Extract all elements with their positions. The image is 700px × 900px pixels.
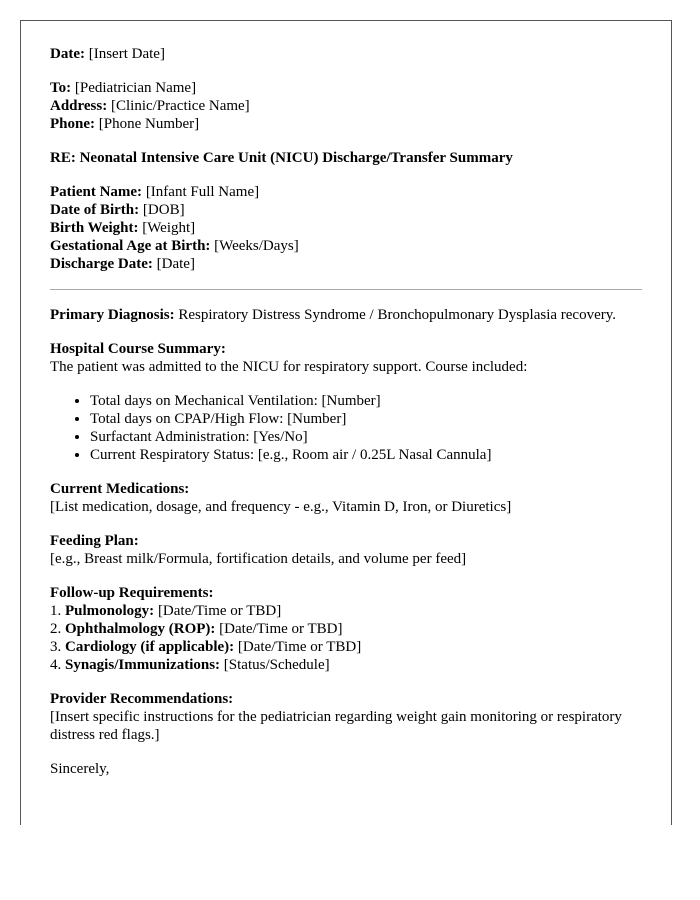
followup-value: [Date/Time or TBD]: [237, 639, 362, 655]
medications-text: [List medication, dosage, and frequency - e.g., Vitamin D, Iron, or Diuretics]: [50, 499, 512, 515]
followup-item-pulmonology: [50, 602, 642, 620]
to-value: [Pediatrician Name]: [74, 80, 197, 96]
date-line: [50, 45, 642, 63]
dob-value: [DOB]: [142, 202, 185, 218]
hospital-course-section: [50, 340, 642, 464]
gestational-age-label: Gestational Age at Birth:: [50, 238, 211, 254]
followup-heading: Follow-up Requirements:: [50, 585, 214, 601]
subject-line: [50, 149, 642, 167]
discharge-date-value: [Date]: [156, 256, 195, 272]
feeding-heading: Feeding Plan:: [50, 533, 139, 549]
to-line: [50, 79, 642, 97]
patient-name-label: Patient Name:: [50, 184, 143, 200]
discharge-date-label: Discharge Date:: [50, 256, 153, 272]
list-item: • Current Respiratory Status: [e.g., Room air / 0.25L Nasal Cannula]: [90, 446, 642, 464]
followup-item-ophthalmology: [50, 620, 642, 638]
phone-label: Phone:: [50, 116, 95, 132]
closing-line: Sincerely,: [50, 761, 110, 777]
followup-item-cardiology: [50, 638, 642, 656]
list-item: • Total days on CPAP/High Flow: [Number]: [90, 410, 642, 428]
phone-value: [Phone Number]: [98, 116, 200, 132]
followup-label: Synagis/Immunizations:: [65, 657, 221, 673]
gestational-age-value: [Weeks/Days]: [214, 238, 299, 254]
letter-page: [20, 20, 672, 825]
date-value: [Insert Date]: [88, 46, 165, 62]
followup-value: [Date/Time or TBD]: [219, 621, 343, 637]
address-label: Address:: [50, 98, 108, 114]
followup-label: Ophthalmology (ROP):: [65, 621, 216, 637]
followup-item-synagis: [50, 656, 642, 674]
followup-number: 1.: [50, 603, 62, 619]
medications-section: [50, 480, 642, 516]
hospital-course-heading: Hospital Course Summary:: [50, 341, 226, 357]
medications-heading: Current Medications:: [50, 481, 190, 497]
section-divider: [50, 289, 642, 290]
followup-value: [Status/Schedule]: [223, 657, 330, 673]
birth-weight-label: Birth Weight:: [50, 220, 139, 236]
recommendations-section: [50, 690, 642, 744]
followup-value: [Date/Time or TBD]: [157, 603, 282, 619]
phone-line: [50, 115, 642, 133]
followup-section: [50, 584, 642, 674]
patient-info-block: [50, 183, 642, 273]
recommendations-heading: Provider Recommendations:: [50, 691, 234, 707]
birth-weight-line: [50, 219, 642, 237]
dob-line: [50, 201, 642, 219]
discharge-date-line: [50, 255, 642, 273]
diagnosis-label: Primary Diagnosis:: [50, 307, 175, 323]
subject-text: RE: Neonatal Intensive Care Unit (NICU) Discharge/Transfer Summary: [50, 150, 513, 166]
gestational-age-line: [50, 237, 642, 255]
to-label: To:: [50, 80, 72, 96]
patient-name-line: [50, 183, 642, 201]
birth-weight-value: [Weight]: [142, 220, 196, 236]
address-value: [Clinic/Practice Name]: [110, 98, 250, 114]
followup-number: 3.: [50, 639, 62, 655]
followup-number: 4.: [50, 657, 62, 673]
date-label: Date:: [50, 46, 85, 62]
hospital-course-intro: The patient was admitted to the NICU for respiratory support. Course included:: [50, 359, 528, 375]
recommendations-text: [Insert specific instructions for the pediatrician regarding weight gain monitoring or respiratory distress red flags.]: [50, 709, 622, 743]
feeding-text: [e.g., Breast milk/Formula, fortification details, and volume per feed]: [50, 551, 467, 567]
followup-label: Cardiology (if applicable):: [65, 639, 235, 655]
followup-number: 2.: [50, 621, 62, 637]
dob-label: Date of Birth:: [50, 202, 140, 218]
hospital-course-list: [50, 392, 642, 464]
primary-diagnosis: [50, 306, 642, 324]
diagnosis-value: Respiratory Distress Syndrome / Bronchopulmonary Dysplasia recovery.: [178, 307, 617, 323]
patient-name-value: [Infant Full Name]: [145, 184, 260, 200]
list-item: • Surfactant Administration: [Yes/No]: [90, 428, 642, 446]
list-item: • Total days on Mechanical Ventilation: [Number]: [90, 392, 642, 410]
recipient-block: [50, 79, 642, 133]
followup-label: Pulmonology:: [65, 603, 155, 619]
address-line: [50, 97, 642, 115]
feeding-section: [50, 532, 642, 568]
